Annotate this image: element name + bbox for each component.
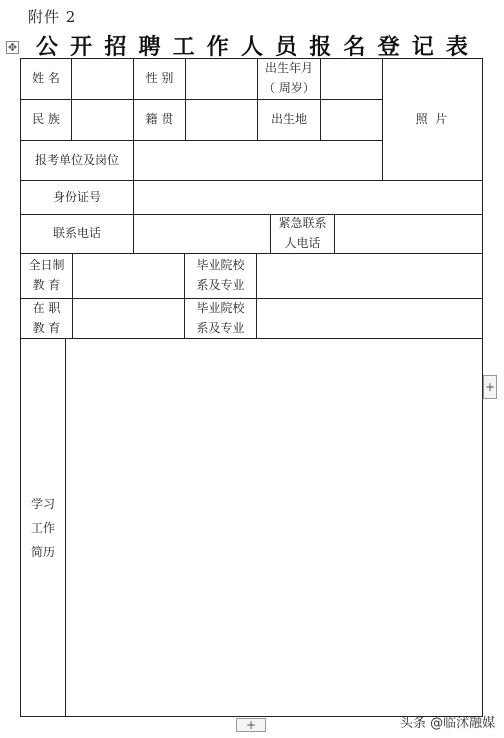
ethnicity-field[interactable] xyxy=(71,99,134,141)
name-field[interactable] xyxy=(71,58,134,100)
fulltime-school-field[interactable] xyxy=(256,253,483,299)
resume-label: 学习 工作 简历 xyxy=(20,338,66,717)
page-title xyxy=(36,29,468,61)
inservice-education-label: 在 职 教 育 xyxy=(20,298,73,339)
inservice-school-label: 毕业院校 系及专业 xyxy=(184,298,257,339)
title-char: 作 xyxy=(206,34,229,60)
birthplace-label: 出生地 xyxy=(257,99,321,141)
photo-box[interactable]: 照 片 xyxy=(382,58,483,181)
gender-field[interactable] xyxy=(185,58,258,100)
title-char: 表 xyxy=(445,34,468,60)
emergency-contact-field[interactable] xyxy=(334,214,483,254)
applied-unit-field[interactable] xyxy=(133,140,383,181)
table-move-handle-icon[interactable]: ✥ xyxy=(7,41,18,54)
title-char: 工 xyxy=(172,34,195,60)
title-char: 开 xyxy=(70,34,93,60)
attachment-label: 附件 2 xyxy=(28,8,77,26)
title-char: 公 xyxy=(36,34,59,60)
registration-form-table xyxy=(21,59,483,718)
birth-date-label: 出生年月 （ 周岁） xyxy=(257,58,321,100)
title-char: 招 xyxy=(104,34,127,60)
add-row-button[interactable]: + xyxy=(236,718,266,732)
title-char: 登 xyxy=(377,34,400,60)
title-char: 报 xyxy=(309,34,332,60)
emergency-contact-label: 紧急联系 人电话 xyxy=(270,214,335,254)
fulltime-education-label: 全日制 教 育 xyxy=(20,253,73,299)
native-place-field[interactable] xyxy=(185,99,258,141)
birth-date-field[interactable] xyxy=(320,58,383,100)
title-char: 人 xyxy=(240,34,263,60)
phone-field[interactable] xyxy=(133,214,271,254)
birthplace-field[interactable] xyxy=(320,99,383,141)
fulltime-education-field[interactable] xyxy=(72,253,185,299)
applied-unit-label: 报考单位及岗位 xyxy=(20,140,134,181)
ethnicity-label: 民 族 xyxy=(20,99,72,141)
name-label: 姓 名 xyxy=(20,58,72,100)
inservice-education-field[interactable] xyxy=(72,298,185,339)
add-column-button[interactable]: + xyxy=(483,375,497,399)
title-char: 记 xyxy=(411,34,434,60)
id-number-field[interactable] xyxy=(133,180,483,215)
title-char: 名 xyxy=(343,34,366,60)
inservice-school-field[interactable] xyxy=(256,298,483,339)
title-char: 员 xyxy=(275,34,298,60)
native-place-label: 籍 贯 xyxy=(133,99,186,141)
id-number-label: 身份证号 xyxy=(20,180,134,215)
phone-label: 联系电话 xyxy=(20,214,134,254)
title-char: 聘 xyxy=(138,34,161,60)
resume-field[interactable] xyxy=(65,338,483,717)
gender-label: 性 别 xyxy=(133,58,186,100)
fulltime-school-label: 毕业院校 系及专业 xyxy=(184,253,257,299)
watermark: 头条 @临沭融媒 xyxy=(400,716,496,731)
